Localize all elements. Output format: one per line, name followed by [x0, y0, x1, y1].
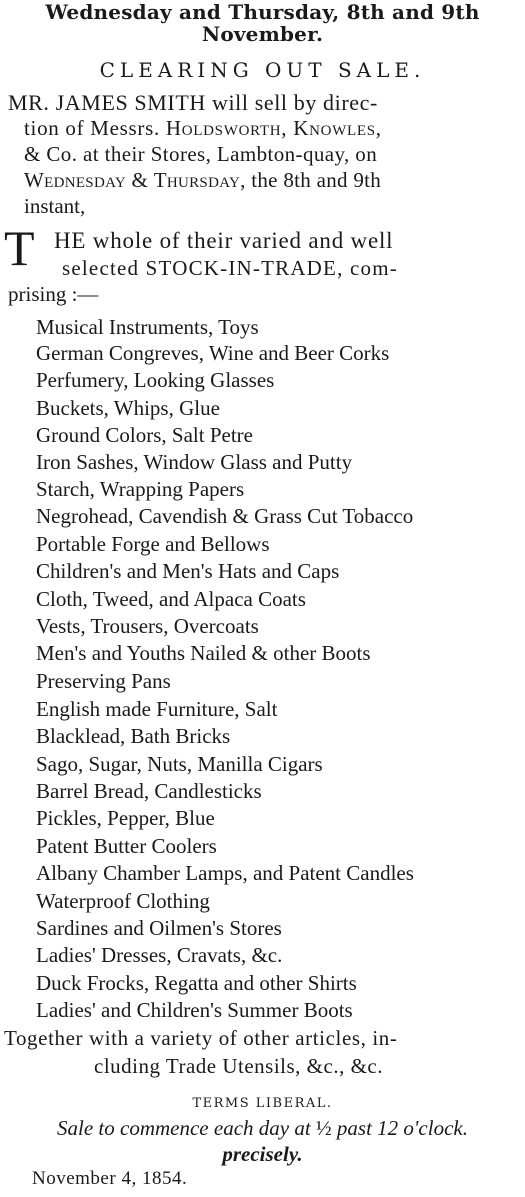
intro-dates: , the 8th and 9th [240, 168, 382, 192]
intro-line-5: instant, [24, 194, 86, 218]
commence-line-1 [0, 1116, 525, 1141]
list-item: Barrel Bread, Candlesticks [36, 779, 262, 803]
list-item: Iron Sashes, Window Glass and Putty [36, 450, 353, 474]
intro-line-4 [24, 168, 381, 193]
list-item: Pickles, Pepper, Blue [36, 806, 215, 830]
commence-text: Sale to commence each day at [57, 1116, 316, 1140]
together-line-2: cluding Trade Utensils, &c., &c. [94, 1054, 383, 1078]
drop-cap: T [4, 220, 35, 276]
list-item: Waterproof Clothing [36, 889, 210, 913]
list-item: Sago, Sugar, Nuts, Manilla Cigars [36, 752, 323, 776]
firm-names: Holdsworth, Knowles, [165, 116, 382, 140]
intro-line-2 [24, 116, 382, 141]
commence-time: past 12 o'clock. [331, 1116, 468, 1140]
heading-dates: Wednesday and Thursday, 8th and 9th [45, 0, 480, 24]
stock-line-2: selected STOCK-IN-TRADE, com- [62, 256, 398, 280]
terms-heading: TERMS LIBERAL. [192, 1096, 333, 1111]
list-item: Children's and Men's Hats and Caps [36, 559, 340, 583]
list-item: Negrohead, Cavendish & Grass Cut Tobacco [36, 504, 414, 528]
stock-line-3: prising :— [8, 282, 99, 306]
list-item: Blacklead, Bath Bricks [36, 724, 231, 748]
list-item: Musical Instruments, Toys [36, 315, 259, 339]
list-item: Cloth, Tweed, and Alpaca Coats [36, 587, 306, 611]
list-item: Ladies' and Children's Summer Boots [36, 998, 353, 1022]
stock-line-1: HE whole of their varied and well [54, 228, 394, 253]
day-wednesday: Wednesday [24, 168, 126, 192]
heading-month: November. [201, 22, 324, 46]
intro-line-1: MR. JAMES SMITH will sell by direc- [8, 90, 378, 115]
together-line-1: Together with a variety of other articles, in- [4, 1026, 398, 1050]
list-item: Starch, Wrapping Papers [36, 477, 245, 501]
list-item: Preserving Pans [36, 669, 171, 693]
half-fraction: ½ [315, 1116, 332, 1140]
intro-line-3: & Co. at their Stores, Lambton-quay, on [24, 142, 378, 166]
commence-line-2: precisely. [222, 1142, 303, 1166]
list-item: Ladies' Dresses, Cravats, &c. [36, 943, 283, 967]
list-item: Patent Butter Coolers [36, 834, 217, 858]
list-item: Ground Colors, Salt Petre [36, 423, 253, 447]
list-item: Duck Frocks, Regatta and other Shirts [36, 971, 357, 995]
day-thursday: Thursday [153, 168, 241, 192]
list-item: Portable Forge and Bellows [36, 532, 270, 556]
intro-line-2-text: tion of Messrs. [24, 116, 166, 140]
list-item: Albany Chamber Lamps, and Patent Candles [36, 861, 414, 885]
sale-title: CLEARING OUT SALE. [99, 58, 426, 82]
list-item: Men's and Youths Nailed & other Boots [36, 641, 371, 665]
list-item: English made Furniture, Salt [36, 697, 278, 721]
list-item: Sardines and Oilmen's Stores [36, 916, 282, 940]
intro-and: & [125, 168, 154, 192]
list-item: Buckets, Whips, Glue [36, 396, 220, 420]
date-line: November 4, 1854. [32, 1168, 188, 1189]
list-item: Vests, Trousers, Overcoats [36, 614, 259, 638]
list-item: Perfumery, Looking Glasses [36, 368, 275, 392]
list-item: German Congreves, Wine and Beer Corks [36, 341, 390, 365]
